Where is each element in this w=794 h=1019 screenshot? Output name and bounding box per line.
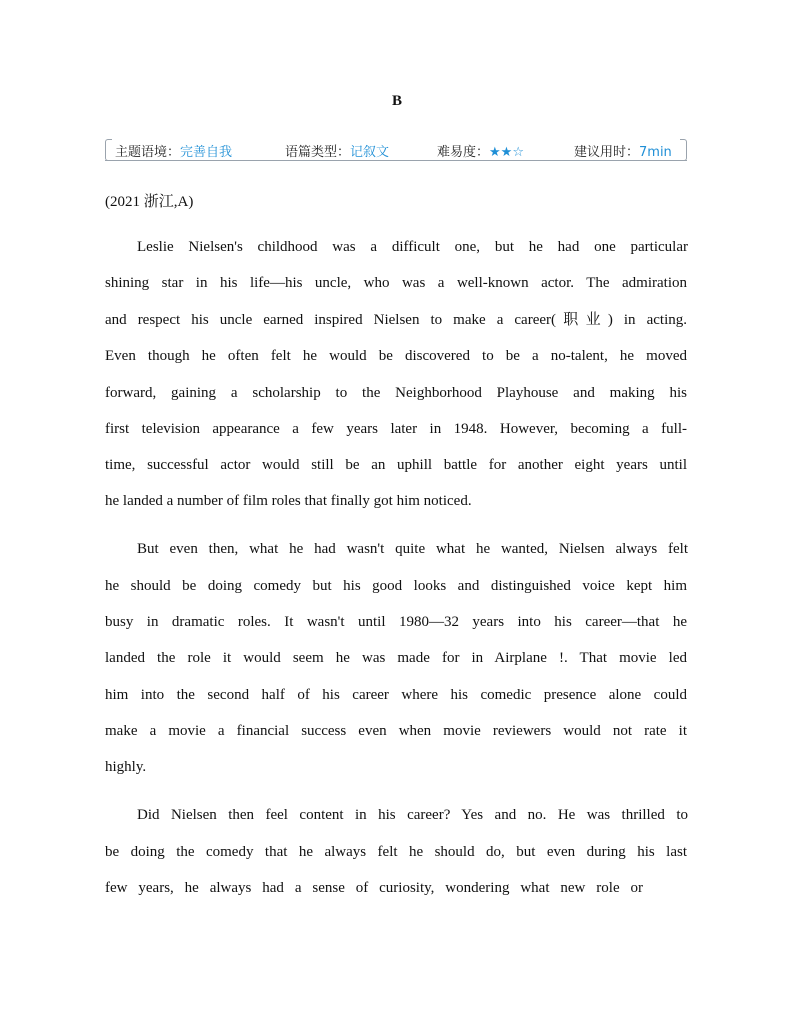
theme-value: 完善自我 bbox=[180, 145, 233, 160]
text-line: Even though he often felt he would be discovered to be a no-talent, he moved bbox=[105, 348, 687, 364]
text-line: he should be doing comedy but his good looks and distinguished voice kept him bbox=[105, 578, 687, 594]
theme-context bbox=[115, 141, 232, 160]
text-line: first television appearance a few years later in 1948. However, becoming a full- bbox=[105, 421, 687, 437]
text-line: shining star in his life—his uncle, who was a well-known actor. The admiration bbox=[105, 275, 687, 291]
difficulty bbox=[437, 141, 524, 160]
text-line: make a movie a financial success even when movie reviewers would not rate it bbox=[105, 723, 687, 739]
time-value: 7min bbox=[639, 145, 672, 160]
text-line: But even then, what he had wasn't quite what he wanted, Nielsen always felt bbox=[137, 541, 688, 557]
text-line: time, successful actor would still be an uphill battle for another eight years until bbox=[105, 457, 687, 473]
text-line: highly. bbox=[105, 759, 147, 775]
genre-label: 语篇类型： bbox=[285, 145, 351, 160]
text-line: be doing the comedy that he always felt he should do, but even during his last bbox=[105, 844, 687, 860]
suggested-time bbox=[574, 141, 672, 160]
time-label: 建议用时： bbox=[574, 145, 640, 160]
difficulty-stars: ★★☆ bbox=[489, 145, 524, 160]
text-line: few years, he always had a sense of curiosity, wondering what new role or bbox=[105, 880, 643, 896]
text-line: Leslie Nielsen's childhood was a difficult one, but he had one particular bbox=[137, 239, 688, 255]
info-bar-underline bbox=[105, 160, 687, 161]
text-line: Did Nielsen then feel content in his career? Yes and no. He was thrilled to bbox=[137, 807, 688, 823]
info-bar bbox=[105, 139, 687, 161]
text-line: landed the role it would seem he was made for in Airplane !. That movie led bbox=[105, 650, 687, 666]
text-line: and respect his uncle earned inspired Nielsen to make a career(职业) in acting. bbox=[105, 312, 687, 328]
source-citation: (2021 浙江,A) bbox=[105, 194, 194, 210]
text-line: he landed a number of film roles that finally got him noticed. bbox=[105, 493, 472, 509]
section-letter: B bbox=[391, 93, 402, 109]
genre-value: 记叙文 bbox=[350, 145, 390, 160]
genre-type bbox=[285, 141, 389, 160]
text-line: him into the second half of his career where his comedic presence alone could bbox=[105, 687, 687, 703]
info-bar-left-bracket bbox=[105, 139, 112, 161]
theme-label: 主题语境： bbox=[115, 145, 181, 160]
text-line: forward, gaining a scholarship to the Neighborhood Playhouse and making his bbox=[105, 385, 687, 401]
info-bar-right-bracket bbox=[680, 139, 687, 161]
difficulty-label: 难易度： bbox=[437, 145, 490, 160]
text-line: busy in dramatic roles. It wasn't until 1980—32 years into his career—that he bbox=[105, 614, 687, 630]
